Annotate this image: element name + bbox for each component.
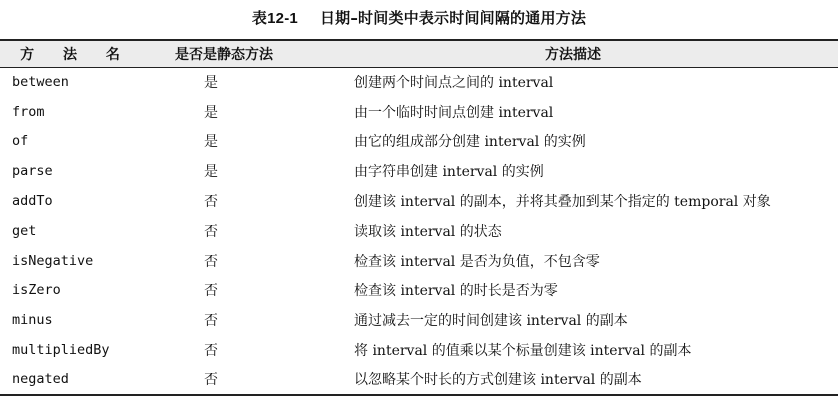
description-cell: 检查该 interval 是否为负值，不包含零 [354, 253, 600, 270]
description-cell: 将 interval 的值乘以某个标量创建该 interval 的副本 [354, 343, 692, 360]
description-cell: 由字符串创建 interval 的实例 [354, 164, 544, 181]
description-cell: 以忽略某个时长的方式创建该 interval 的副本 [308, 365, 838, 395]
table-body [0, 67, 838, 395]
table-row [0, 216, 838, 246]
header-row [0, 40, 838, 67]
method-name-cell: multipliedBy [12, 342, 110, 359]
table-title: 日期–时间类中表示时间间隔的通用方法 [319, 9, 587, 27]
description-cell: 检查该 interval 的时长是否为零 [354, 283, 558, 300]
is-static-cell: 是 [204, 164, 218, 181]
header-method-name: 方 法 名 [0, 40, 140, 67]
method-name-cell: addTo [12, 193, 53, 210]
method-name-cell: isZero [12, 282, 61, 299]
table-header [0, 40, 838, 67]
description-cell: 由一个临时时间点创建 interval [354, 104, 554, 121]
is-static-cell: 是 [204, 134, 218, 151]
table-row [0, 186, 838, 216]
description-cell: 创建该 interval 的副本，并将其叠加到某个指定的 temporal 对象 [354, 194, 771, 211]
header-is-static: 是否是静态方法 [140, 40, 308, 67]
is-static-cell: 否 [204, 223, 218, 240]
description-cell: 读取该 interval 的状态 [354, 223, 502, 240]
is-static-cell: 否 [140, 365, 308, 395]
method-name-cell: parse [12, 163, 53, 180]
is-static-cell: 否 [204, 313, 218, 330]
method-name-cell: negated [0, 365, 140, 395]
table-row [0, 276, 838, 306]
is-static-cell: 否 [204, 253, 218, 270]
method-name-cell: isNegative [12, 252, 94, 269]
table-row [0, 305, 838, 335]
table-row [0, 127, 838, 157]
method-name-cell: minus [12, 312, 53, 329]
description-cell: 创建两个时间点之间的 interval [354, 75, 554, 92]
description-cell: 由它的组成部分创建 interval 的实例 [354, 134, 586, 151]
is-static-cell: 否 [204, 283, 218, 300]
method-name-cell: get [12, 222, 37, 239]
is-static-cell: 否 [204, 194, 218, 211]
method-name-cell: of [12, 133, 29, 150]
table-row [0, 67, 838, 97]
description-cell: 通过减去一定的时间创建该 interval 的副本 [354, 313, 628, 330]
is-static-cell: 是 [204, 104, 218, 121]
is-static-cell: 否 [204, 343, 218, 360]
method-name-cell: from [12, 103, 45, 120]
is-static-cell: 是 [204, 75, 218, 92]
table-row [0, 365, 838, 395]
methods-table [0, 39, 838, 396]
table-number: 表12-1 [251, 10, 298, 27]
table-row [0, 335, 838, 365]
table-row [0, 246, 838, 276]
table-row [0, 156, 838, 186]
table-row [0, 97, 838, 127]
header-description: 方法描述 [308, 40, 838, 67]
table-caption [0, 8, 838, 29]
method-name-cell: between [12, 74, 69, 91]
